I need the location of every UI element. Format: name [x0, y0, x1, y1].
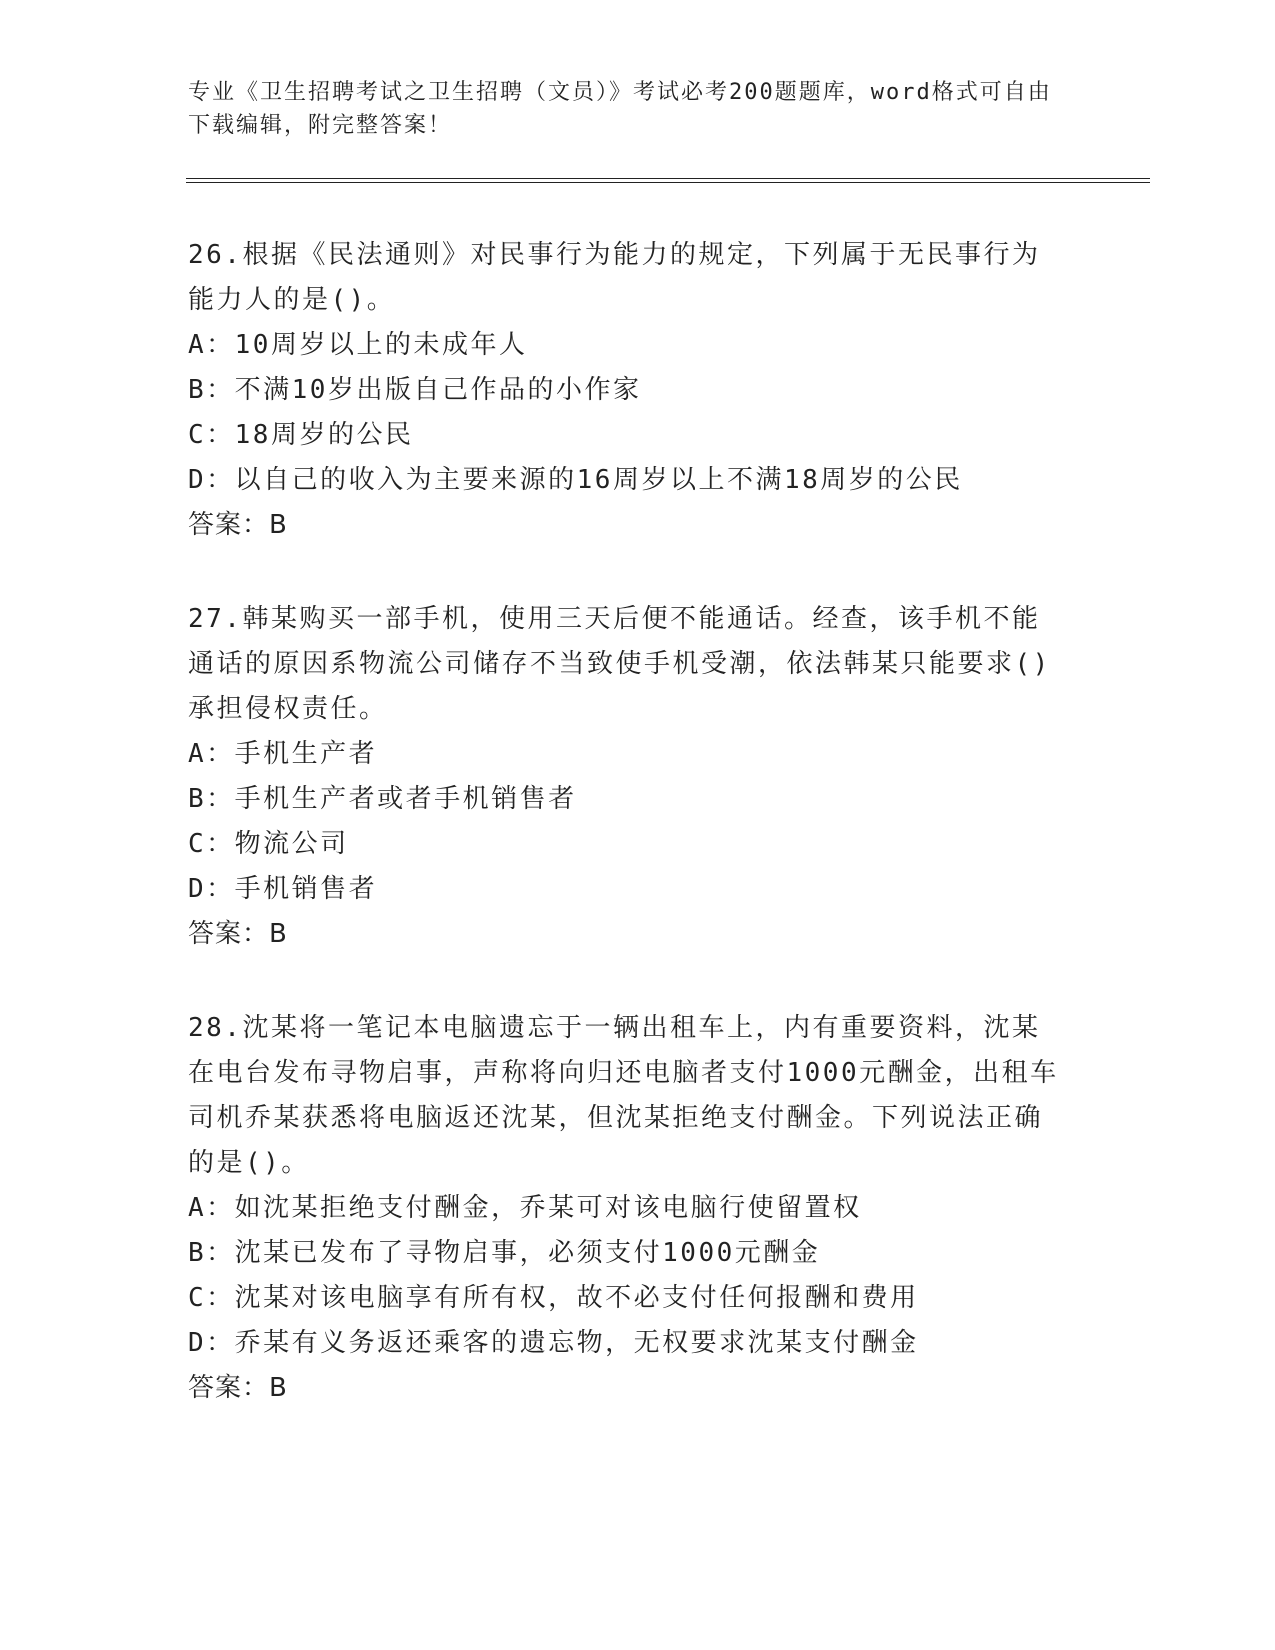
option-d: D：以自己的收入为主要来源的16周岁以上不满18周岁的公民	[188, 465, 963, 495]
option-b: B：沈某已发布了寻物启事，必须支付1000元酬金	[188, 1238, 821, 1268]
question-stem: 26.根据《民法通则》对民事行为能力的规定，下列属于无民事行为能力人的是()。	[188, 240, 1041, 315]
option-c: C：沈某对该电脑享有所有权，故不必支付任何报酬和费用	[188, 1283, 919, 1313]
question-26	[188, 233, 1068, 548]
answer-label: 答案：B	[188, 919, 288, 949]
question-27	[188, 597, 1068, 957]
question-28	[188, 1006, 1068, 1411]
option-c: C：18周岁的公民	[188, 420, 414, 450]
question-stem: 28.沈某将一笔记本电脑遗忘于一辆出租车上，内有重要资料，沈某在电台发布寻物启事，声称将向归还电脑者支付1000元酬金，出租车司机乔某获悉将电脑返还沈某，但沈某拒绝支付酬金。下列说法正确的是()。	[188, 1013, 1059, 1178]
document-header-text: 专业《卫生招聘考试之卫生招聘（文员）》考试必考200题题库，word格式可自由下载编辑，附完整答案！	[188, 80, 1052, 138]
option-a: A：如沈某拒绝支付酬金，乔某可对该电脑行使留置权	[188, 1193, 862, 1223]
option-a: A：手机生产者	[188, 739, 378, 769]
option-b: B：手机生产者或者手机销售者	[188, 784, 577, 814]
option-d: D：手机销售者	[188, 874, 378, 904]
option-c: C：物流公司	[188, 829, 349, 859]
question-stem: 27.韩某购买一部手机，使用三天后便不能通话。经查，该手机不能通话的原因系物流公司储存不当致使手机受潮，依法韩某只能要求()承担侵权责任。	[188, 604, 1051, 724]
option-a: A：10周岁以上的未成年人	[188, 330, 528, 360]
answer-label: 答案：B	[188, 1373, 288, 1403]
header-double-rule	[186, 178, 1150, 183]
answer-label: 答案：B	[188, 510, 288, 540]
option-d: D：乔某有义务返还乘客的遗忘物，无权要求沈某支付酬金	[188, 1328, 919, 1358]
option-b: B：不满10岁出版自己作品的小作家	[188, 375, 642, 405]
